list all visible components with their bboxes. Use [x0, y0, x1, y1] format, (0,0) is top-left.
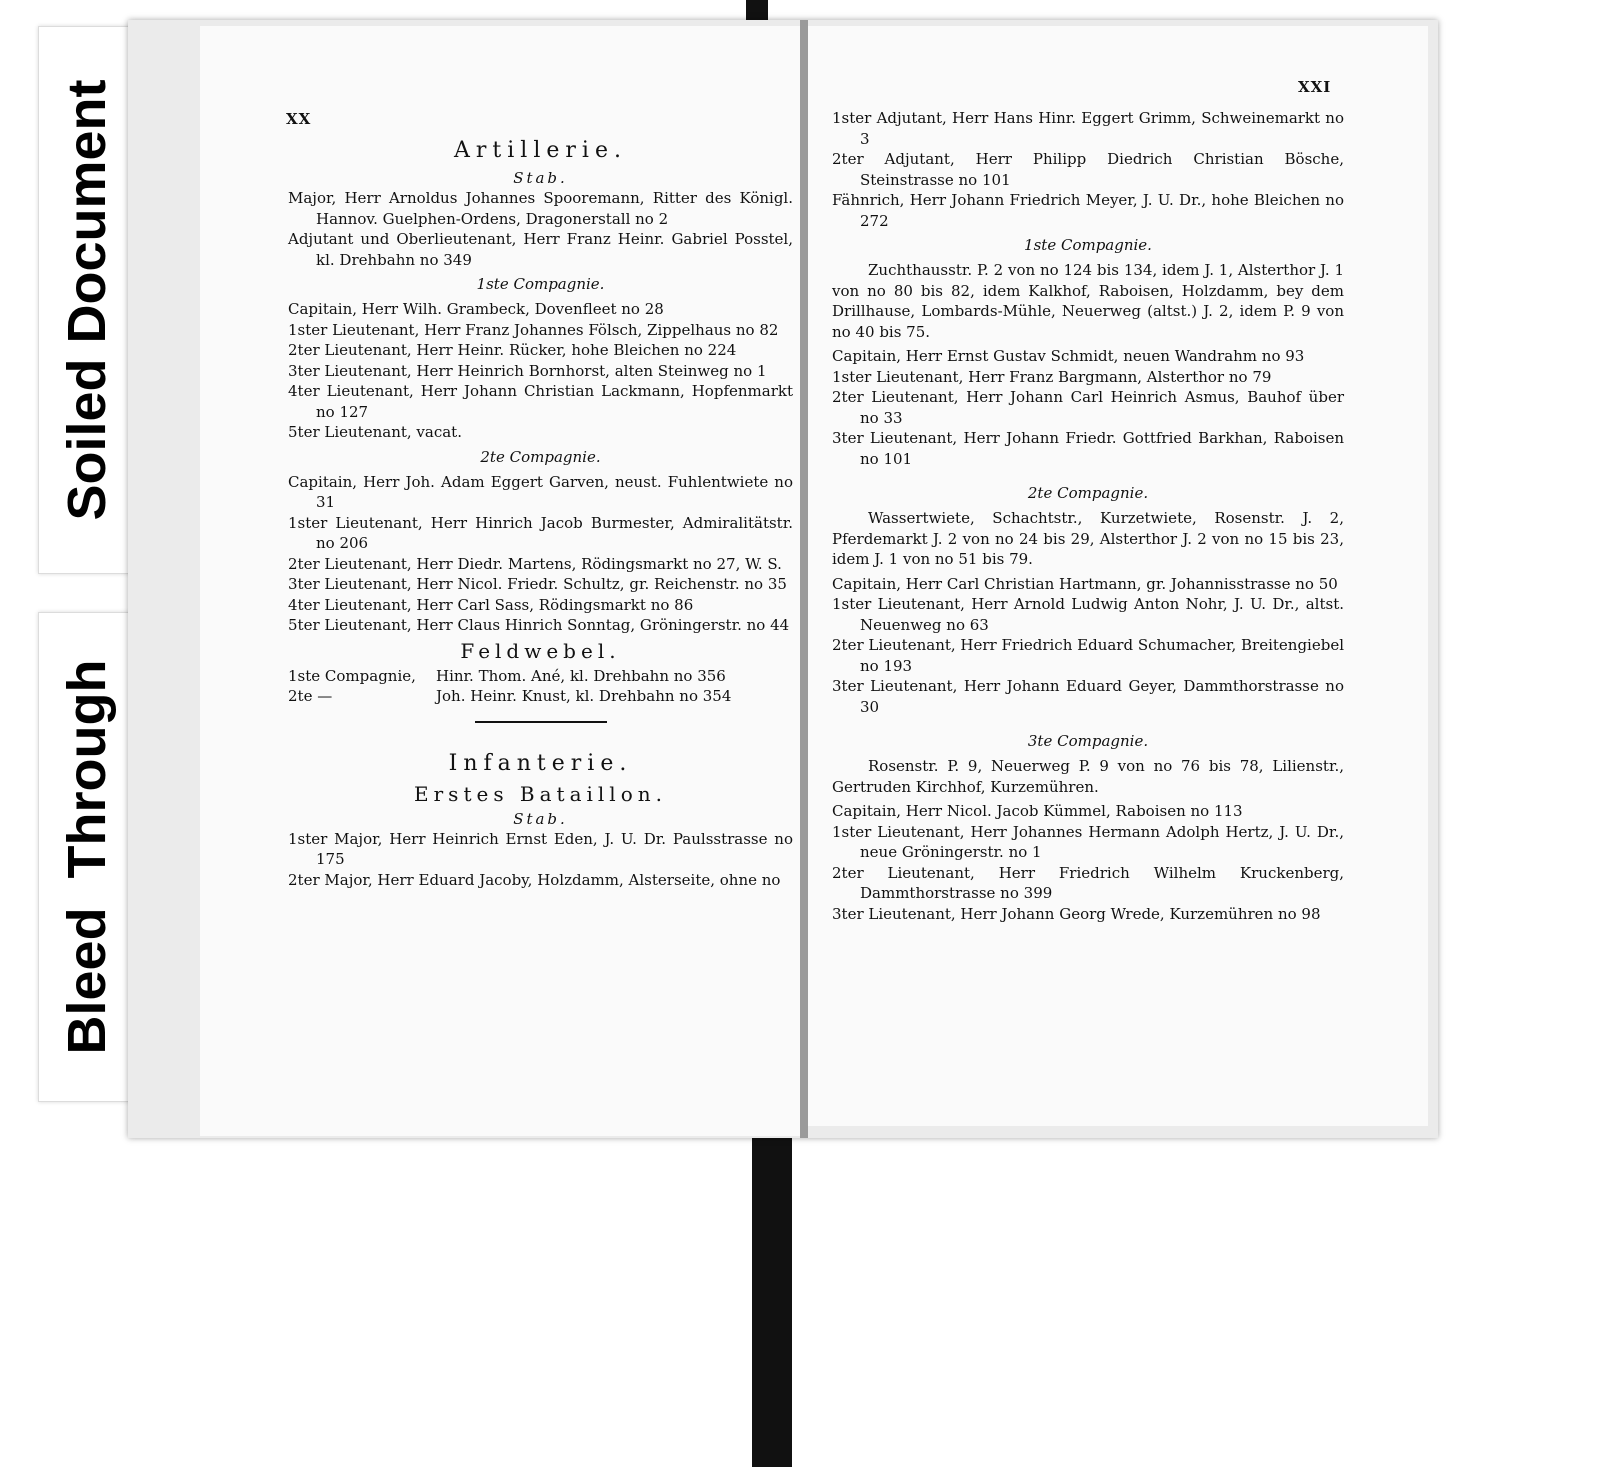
right-comp1-entry: 1ster Lieutenant, Herr Franz Bargmann, Alsterthor no 79 — [832, 367, 1272, 386]
feldwebel-row — [288, 666, 793, 687]
right-comp3-heading: 3te Compagnie. — [1027, 732, 1149, 750]
stab-entry: Adjutant und Oberlieutenant, Herr Franz Heinr. Gabriel Posstel, kl. Drehbahn no 349 — [288, 230, 793, 269]
right-page-text — [832, 108, 1344, 924]
right-comp2-entry: 2ter Lieutenant, Herr Friedrich Eduard Schumacher, Breitengiebel no 193 — [832, 636, 1344, 675]
artillerie-heading: Artillerie. — [454, 138, 627, 163]
top-entry: 2ter Adjutant, Herr Philipp Diedrich Christian Bösche, Steinstrasse no 101 — [832, 150, 1344, 189]
infanterie-stab-heading: Stab. — [513, 809, 568, 828]
comp1-entry: 2ter Lieutenant, Herr Heinr. Rücker, hohe Bleichen no 224 — [288, 341, 737, 359]
artillerie-comp1-heading: 1ste Compagnie. — [476, 275, 605, 293]
right-comp2-entry: 1ster Lieutenant, Herr Arnold Ludwig Anton Nohr, J. U. Dr., altst. Neuenweg no 63 — [832, 595, 1344, 634]
comp1-district: Zuchthausstr. P. 2 von no 124 bis 134, idem J. 1, Alsterthor J. 1 von no 80 bis 82, idem Kalkhof, Raboisen, Holzdamm, bey dem Drillhause, Lombards-Mühle, Neuerweg (altst.) J. 2, idem P. 9 von no 40 bis 75. — [832, 261, 1344, 341]
soiled-document-label — [38, 26, 136, 574]
right-comp1-entry: 3ter Lieutenant, Herr Johann Friedr. Gottfried Barkhan, Raboisen no 101 — [832, 429, 1344, 468]
comp1-entry: 1ster Lieutenant, Herr Franz Johannes Fölsch, Zippelhaus no 82 — [288, 320, 779, 339]
right-comp3-entry: 2ter Lieutenant, Herr Friedrich Wilhelm Kruckenberg, Dammthorstrasse no 399 — [832, 863, 1344, 902]
left-page-number: XX — [286, 110, 312, 128]
comp2-entry: 1ster Lieutenant, Herr Hinrich Jacob Burmester, Admiralitätstr. no 206 — [288, 513, 793, 552]
comp3-district: Rosenstr. P. 9, Neuerweg P. 9 von no 76 bis 78, Lilienstr., Gertruden Kirchhof, Kurzemühren. — [832, 757, 1344, 796]
section-divider — [475, 721, 607, 723]
artillerie-comp2-heading: 2te Compagnie. — [480, 447, 601, 466]
right-comp3-entry: Capitain, Herr Nicol. Jacob Kümmel, Raboisen no 113 — [832, 802, 1243, 820]
feldwebel-row — [288, 686, 793, 707]
right-comp3-entry: 1ster Lieutenant, Herr Johannes Hermann Adolph Hertz, J. U. Dr., neue Gröningerstr. no 1 — [832, 822, 1344, 861]
feldwebel-name: Hinr. Thom. Ané, kl. Drehbahn no 356 — [436, 666, 726, 685]
bleed-through-label — [38, 612, 136, 1102]
right-comp2-entry: 3ter Lieutenant, Herr Johann Eduard Geyer, Dammthorstrasse no 30 — [832, 677, 1344, 716]
infanterie-entry: 1ster Major, Herr Heinrich Ernst Eden, J. U. Dr. Paulsstrasse no 175 — [288, 829, 793, 868]
artillerie-stab-heading: Stab. — [513, 169, 568, 187]
comp1-entry: Capitain, Herr Wilh. Grambeck, Dovenfleet no 28 — [288, 300, 664, 318]
infanterie-entry: 2ter Major, Herr Eduard Jacoby, Holzdamm, Alsterseite, ohne no — [288, 870, 781, 889]
right-comp2-entry: Capitain, Herr Carl Christian Hartmann, gr. Johannisstrasse no 50 — [832, 574, 1338, 593]
right-comp1-entry: Capitain, Herr Ernst Gustav Schmidt, neuen Wandrahm no 93 — [832, 347, 1305, 365]
right-page-number: XXI — [1298, 78, 1332, 96]
book-gutter — [800, 20, 808, 1138]
comp2-entry: 5ter Lieutenant, Herr Claus Hinrich Sonntag, Gröningerstr. no 44 — [288, 616, 790, 634]
book-spine-bottom — [752, 1134, 792, 1467]
feldwebel-name: Joh. Heinr. Knust, kl. Drehbahn no 354 — [436, 687, 732, 705]
stab-entry: Major, Herr Arnoldus Johannes Spooremann, Ritter des Königl. Hannov. Guelphen-Ordens, Dragonerstall no 2 — [288, 189, 793, 228]
right-comp1-entry: 2ter Lieutenant, Herr Johann Carl Heinrich Asmus, Bauhof über no 33 — [832, 388, 1344, 427]
left-page-text — [288, 130, 793, 890]
soiled-document-text: Soiled Document — [57, 79, 117, 521]
right-comp2-heading: 2te Compagnie. — [1027, 484, 1149, 502]
comp1-entry: 5ter Lieutenant, vacat. — [288, 423, 462, 441]
bataillon-heading: Erstes Bataillon. — [414, 781, 667, 806]
comp2-entry: Capitain, Herr Joh. Adam Eggert Garven, neust. Fuhlentwiete no 31 — [288, 472, 793, 511]
comp2-entry: 2ter Lieutenant, Herr Diedr. Martens, Rödingsmarkt no 27, W. S. — [288, 554, 782, 573]
top-entry: 1ster Adjutant, Herr Hans Hinr. Eggert Grimm, Schweinemarkt no 3 — [832, 109, 1344, 148]
feldwebel-company: 2te — — [288, 687, 333, 705]
bleed-through-text: Bleed Through — [57, 659, 117, 1055]
comp2-entry: 4ter Lieutenant, Herr Carl Sass, Rödingsmarkt no 86 — [288, 595, 694, 614]
feldwebel-heading: Feldwebel. — [460, 638, 621, 663]
right-comp3-entry: 3ter Lieutenant, Herr Johann Georg Wrede, Kurzemühren no 98 — [832, 904, 1321, 923]
top-entry: Fähnrich, Herr Johann Friedrich Meyer, J. U. Dr., hohe Bleichen no 272 — [832, 191, 1344, 230]
feldwebel-company: 1ste Compagnie, — [288, 666, 416, 685]
comp2-district: Wassertwiete, Schachtstr., Kurzetwiete, Rosenstr. J. 2, Pferdemarkt J. 2 von no 24 bis 29, Alsterthor J. 2 von no 15 bis 23, idem J. 1 von no 51 bis 79. — [832, 509, 1344, 568]
right-comp1-heading: 1ste Compagnie. — [1024, 236, 1152, 254]
comp1-entry: 4ter Lieutenant, Herr Johann Christian Lackmann, Hopfenmarkt no 127 — [288, 382, 793, 421]
comp2-entry: 3ter Lieutenant, Herr Nicol. Friedr. Schultz, gr. Reichenstr. no 35 — [288, 575, 787, 593]
infanterie-heading: Infanterie. — [448, 750, 633, 776]
comp1-entry: 3ter Lieutenant, Herr Heinrich Bornhorst, alten Steinweg no 1 — [288, 361, 767, 380]
